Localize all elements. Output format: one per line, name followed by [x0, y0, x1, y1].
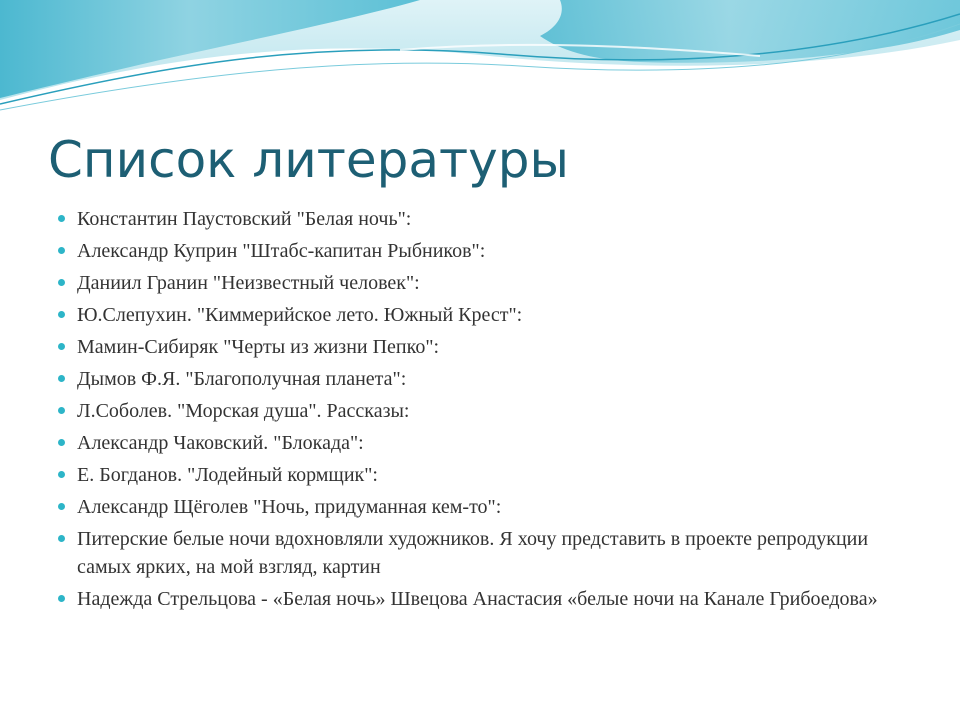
slide-title: Список литературы [48, 131, 569, 189]
list-item [58, 429, 908, 457]
list-item-text: Л.Соболев. "Морская душа". Рассказы: [77, 400, 410, 422]
list-item [58, 301, 908, 329]
list-item [58, 237, 908, 265]
bullet-dot-icon [58, 503, 65, 510]
list-item [58, 365, 908, 393]
list-item [58, 525, 908, 581]
list-item-text: Мамин-Сибиряк "Черты из жизни Пепко": [77, 336, 440, 358]
list-item-text: Даниил Гранин "Неизвестный человек": [77, 272, 420, 294]
list-item-text: Константин Паустовский "Белая ночь": [77, 208, 412, 230]
bullet-dot-icon [58, 311, 65, 318]
list-item [58, 397, 908, 425]
list-item-text: Ю.Слепухин. "Киммерийское лето. Южный Крест": [77, 304, 523, 326]
bullet-dot-icon [58, 471, 65, 478]
list-item-text: Александр Чаковский. "Блокада": [77, 432, 364, 454]
list-item-text: Александр Щёголев "Ночь, придуманная кем-то": [77, 496, 502, 518]
list-item [58, 493, 908, 521]
bibliography-list [58, 205, 908, 617]
list-item-text: Дымов Ф.Я. "Благополучная планета": [77, 368, 407, 390]
list-item [58, 269, 908, 297]
list-item-text: Надежда Стрельцова - «Белая ночь» Швецова Анастасия «белые ночи на Канале Грибоедова» [77, 588, 878, 610]
bullet-dot-icon [58, 595, 65, 602]
bullet-dot-icon [58, 375, 65, 382]
bullet-dot-icon [58, 279, 65, 286]
list-item [58, 461, 908, 489]
bullet-dot-icon [58, 343, 65, 350]
list-item [58, 205, 908, 233]
list-item [58, 585, 908, 613]
header-wave-decoration [0, 0, 960, 120]
list-item-text: Александр Куприн "Штабс-капитан Рыбников": [77, 240, 486, 262]
list-item-text: Е. Богданов. "Лодейный кормщик": [77, 464, 378, 486]
list-item-text: Питерские белые ночи вдохновляли художников. Я хочу представить в проекте репродукции самых ярких, на мой взгляд, картин [77, 528, 869, 578]
bullet-dot-icon [58, 439, 65, 446]
list-item [58, 333, 908, 361]
bullet-dot-icon [58, 407, 65, 414]
bullet-dot-icon [58, 535, 65, 542]
bullet-dot-icon [58, 247, 65, 254]
bullet-dot-icon [58, 215, 65, 222]
